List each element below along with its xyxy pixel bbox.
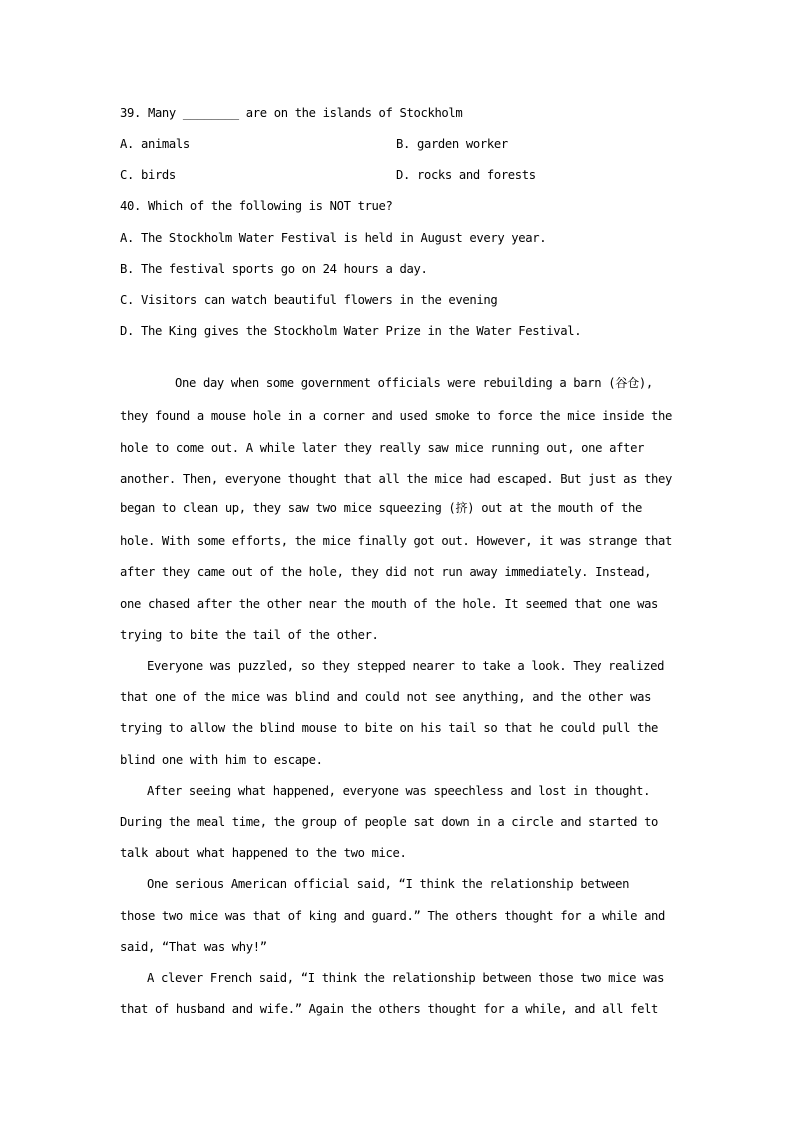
passage-line: blind one with him to escape.	[120, 753, 323, 767]
passage-line: During the meal time, the group of people sat down in a circle and started to	[120, 815, 659, 829]
passage-line: after they came out of the hole, they did not run away immediately. Instead,	[120, 565, 652, 579]
passage-line: A clever French said, “I think the relationship between those two mice was	[147, 971, 665, 985]
passage-line: that of husband and wife.” Again the others thought for a while, and all felt	[120, 1002, 659, 1016]
question-39-option-d: D. rocks and forests	[396, 168, 536, 182]
question-39-option-c: C. birds	[120, 168, 176, 182]
question-40-option-a: A. The Stockholm Water Festival is held in August every year.	[120, 231, 547, 245]
question-40-option-b: B. The festival sports go on 24 hours a day.	[120, 262, 428, 276]
passage-line: those two mice was that of king and guard.” The others thought for a while and	[120, 909, 666, 923]
question-39-option-b: B. garden worker	[396, 137, 508, 151]
question-40-stem: 40. Which of the following is NOT true?	[120, 199, 393, 213]
passage-line: began to clean up, they saw two mice squeezing (挤) out at the mouth of the	[120, 501, 642, 515]
passage-line: that one of the mice was blind and could not see anything, and the other was	[120, 690, 652, 704]
passage-line: Everyone was puzzled, so they stepped nearer to take a look. They realized	[147, 659, 665, 673]
passage-line: they found a mouse hole in a corner and used smoke to force the mice inside the	[120, 409, 673, 423]
passage-line: After seeing what happened, everyone was speechless and lost in thought.	[147, 784, 651, 798]
question-39-stem: 39. Many ________ are on the islands of Stockholm	[120, 106, 463, 120]
question-39-option-a: A. animals	[120, 137, 190, 151]
passage-line: another. Then, everyone thought that all the mice had escaped. But just as they	[120, 472, 673, 486]
passage-line: one chased after the other near the mouth of the hole. It seemed that one was	[120, 597, 659, 611]
passage-line: One serious American official said, “I think the relationship between	[147, 877, 630, 891]
passage-line: hole to come out. A while later they really saw mice running out, one after	[120, 441, 645, 455]
passage-line: hole. With some efforts, the mice finally got out. However, it was strange that	[120, 534, 673, 548]
passage-line: trying to allow the blind mouse to bite on his tail so that he could pull the	[120, 721, 659, 735]
question-40-option-d: D. The King gives the Stockholm Water Prize in the Water Festival.	[120, 324, 582, 338]
question-40-option-c: C. Visitors can watch beautiful flowers in the evening	[120, 293, 498, 307]
passage-line: trying to bite the tail of the other.	[120, 628, 379, 642]
passage-line: One day when some government officials were rebuilding a barn (谷仓),	[175, 376, 653, 390]
passage-line: said, “That was why!”	[120, 940, 267, 954]
passage-line: talk about what happened to the two mice.	[120, 846, 407, 860]
